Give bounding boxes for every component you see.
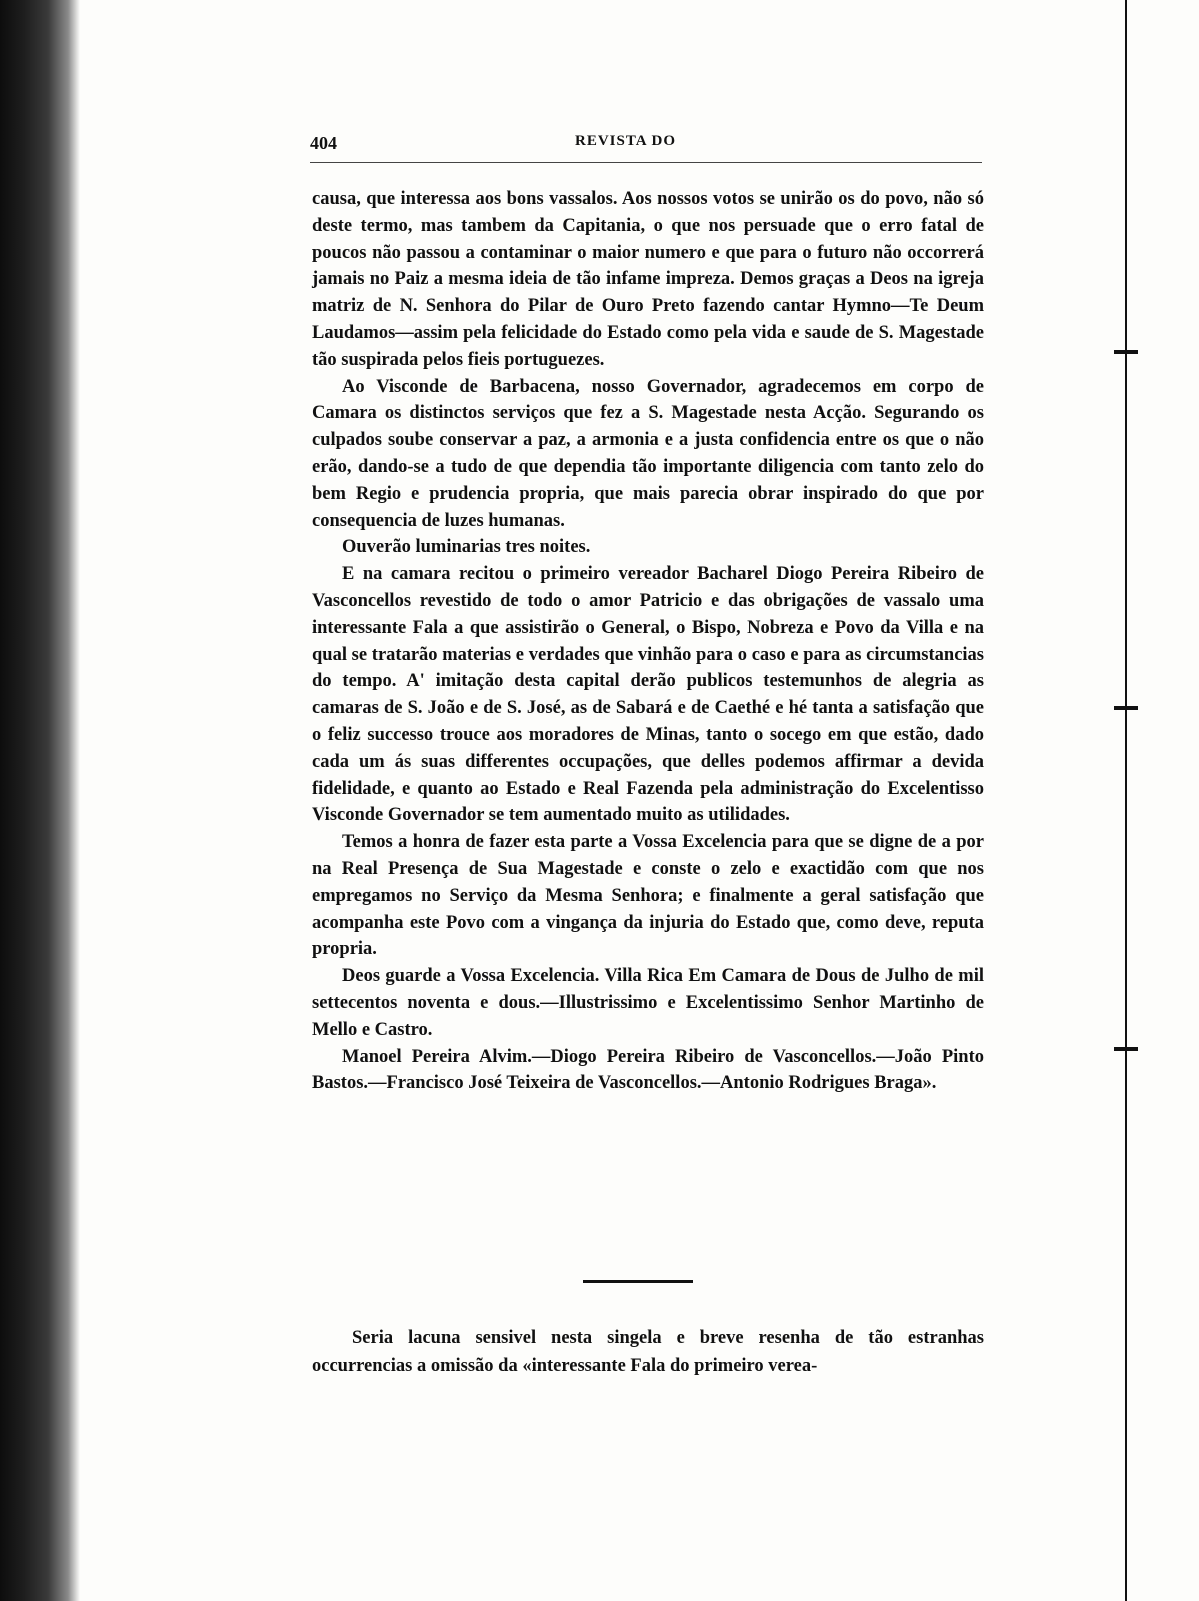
page-number: 404: [310, 133, 337, 153]
margin-tick-mark: [1114, 1047, 1138, 1051]
following-text: [312, 1324, 984, 1380]
paragraph: Ouverão luminarias tres noites.: [342, 537, 591, 558]
right-margin-rule: [1125, 0, 1127, 1601]
margin-tick-mark: [1114, 706, 1138, 710]
signatures-paragraph: Manoel Pereira Alvim.—Diogo Pereira Ribeiro de Vasconcellos.—João Pinto Bastos.—Francisco José Teixeira de Vasconcellos.—Antonio Rodrigues Braga».: [312, 1046, 984, 1094]
paragraph: Temos a honra de fazer esta parte a Vossa Excelencia para que se digne de a por na Real Presença de Sua Magestade e conste o zelo e exactidão com que nos empregamos no Serviço da Mesma Senhora; e finalmente a geral satisfação que acompanha este Povo com a vingança da injuria do Estado que, como deve, reputa propria.: [312, 832, 984, 960]
running-head: [310, 133, 980, 157]
paragraph: Ao Visconde de Barbacena, nosso Governador, agradecemos em corpo de Camara os distinctos serviços que fez a S. Magestade nesta Acção. Segurando os culpados soube conservar a paz, a armonia e a justa confidencia entre os que o não erão, dando-se a tudo de que dependia tão importante diligencia com tanto zelo do bem Regio e prudencia propria, que mais parecia obrar inspirado do que por consequencia de luzes humanas.: [312, 376, 984, 531]
section-divider: [583, 1280, 693, 1283]
paragraph: causa, que interessa aos bons vassalos. Aos nossos votos se unirão os do povo, não só deste termo, mas tambem da Capitania, o que nos persuade que o erro fatal de poucos não passou a contaminar o maior numero e que para o futuro não occorrerá jamais no Paiz a mesma ideia de tão infame impreza. Demos graças a Deos na igreja matriz de N. Senhora do Pilar de Ouro Preto fazendo cantar Hymno—Te Deum Laudamos—assim pela felicidade do Estado como pela vida e saude de S. Magestade tão suspirada pelos fieis portuguezes.: [312, 189, 984, 370]
scan-binding-edge: [0, 0, 80, 1601]
paragraph: Deos guarde a Vossa Excelencia. Villa Rica Em Camara de Dous de Julho de mil settecentos noventa e dous.—Illustrissimo e Excelentissimo Senhor Martinho de Mello e Castro.: [312, 966, 984, 1040]
margin-tick-mark: [1114, 350, 1138, 354]
journal-title: REVISTA DO: [575, 133, 676, 149]
header-rule: [310, 162, 982, 163]
main-text: [312, 186, 984, 1097]
paragraph: Seria lacuna sensivel nesta singela e breve resenha de tão estranhas occurrencias a omissão da «interessante Fala do primeiro verea-: [312, 1328, 984, 1376]
paragraph: E na camara recitou o primeiro vereador Bacharel Diogo Pereira Ribeiro de Vasconcellos revestido de todo o amor Patricio e das obrigações de vassalo uma interessante Fala a que assistirão o General, o Bispo, Nobreza e Povo da Villa e na qual se tratarão materias e verdades que vinhão para o caso e para as circumstancias do tempo. A' imitação desta capital derão publicos testemunhos de alegria as camaras de S. João e de S. José, as de Sabará e de Caethé e hé tanta a satisfação que o feliz successo trouce aos moradores de Minas, tanto o socego em que estão, dado cada um ás suas differentes occupações, que delles podemos affirmar a devida fidelidade, e quanto ao Estado e Real Fazenda pela administração do Excelentisso Visconde Governador se tem aumentado muito as utilidades.: [312, 564, 984, 826]
